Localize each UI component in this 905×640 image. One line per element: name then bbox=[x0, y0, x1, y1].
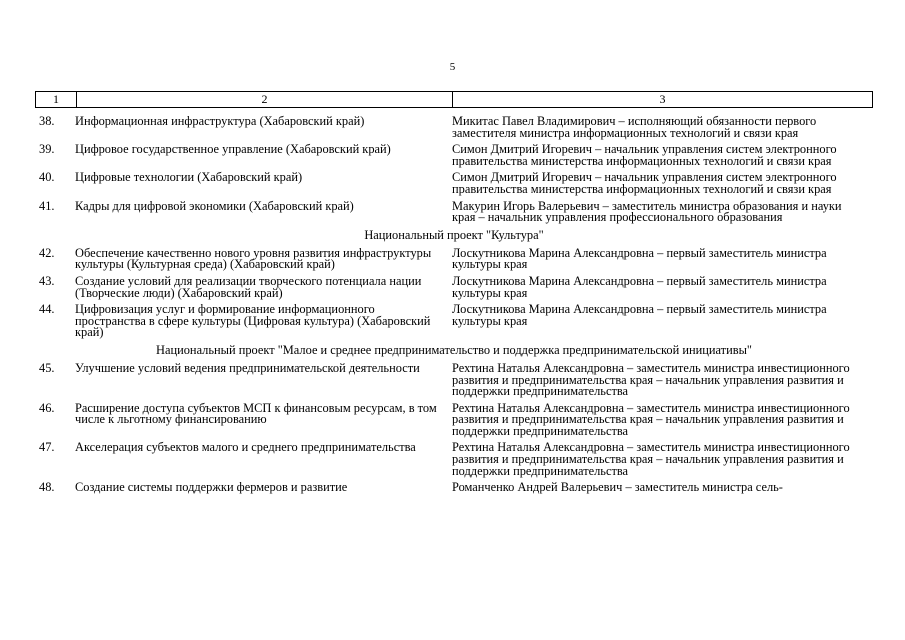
table-row bbox=[35, 442, 873, 477]
table-row bbox=[35, 482, 873, 494]
row-number: 46. bbox=[39, 400, 55, 415]
column-header-1: 1 bbox=[36, 92, 77, 108]
table-row bbox=[35, 360, 873, 399]
table-row bbox=[35, 245, 873, 272]
row-number: 41. bbox=[39, 198, 55, 213]
responsible-person: Симон Дмитрий Игоревич – начальник управления систем электронного правительства министерства информационных технологий и связи края bbox=[452, 142, 837, 168]
row-number: 39. bbox=[39, 142, 55, 157]
project-name: Улучшение условий ведения предпринимательской деятельности bbox=[75, 360, 420, 375]
section-heading-culture: Национальный проект "Культура" bbox=[364, 227, 544, 242]
row-number: 48. bbox=[39, 480, 55, 495]
responsible-person: Рехтина Наталья Александровна – заместитель министра инвестиционного развития и предпринимательства края – начальник управления развития и поддержки предпринимательства bbox=[452, 400, 850, 438]
project-name: Цифровое государственное управление (Хабаровский край) bbox=[75, 142, 391, 157]
row-number: 38. bbox=[39, 114, 55, 128]
project-name: Создание системы поддержки фермеров и развитие bbox=[75, 480, 348, 495]
row-number: 44. bbox=[39, 302, 55, 317]
table-row bbox=[35, 144, 873, 167]
row-number: 47. bbox=[39, 440, 55, 455]
table-body bbox=[35, 116, 873, 499]
page-number: 5 bbox=[449, 61, 456, 73]
section-heading-business: Национальный проект "Малое и среднее предпринимательство и поддержка предпринимательской инициативы" bbox=[156, 342, 752, 357]
row-number: 42. bbox=[39, 245, 55, 260]
column-header-table bbox=[35, 91, 873, 108]
responsible-person: Симон Дмитрий Игоревич – начальник управления систем электронного правительства министерства информационных технологий и связи края bbox=[452, 170, 837, 196]
row-number: 45. bbox=[39, 360, 55, 375]
project-name: Цифровые технологии (Хабаровский край) bbox=[75, 170, 303, 185]
project-name: Кадры для цифровой экономики (Хабаровский край) bbox=[75, 198, 354, 213]
responsible-person: Микитас Павел Владимирович – исполняющий обязанности первого заместителя министра информационных технологий и связи края bbox=[452, 114, 817, 140]
row-number: 43. bbox=[39, 273, 55, 288]
project-name: Обеспечение качественно нового уровня развития инфраструктуры культуры (Культурная среда) (Хабаровский край) bbox=[75, 245, 432, 272]
responsible-person: Рехтина Наталья Александровна – заместитель министра инвестиционного развития и предпринимательства края – начальник управления развития и поддержки предпринимательства bbox=[452, 360, 850, 399]
responsible-person: Лоскутникова Марина Александровна – первый заместитель министра культуры края bbox=[452, 245, 827, 272]
project-name: Цифровизация услуг и формирование информационного пространства в сфере культуры (Цифровая культура) (Хабаровский край) bbox=[75, 302, 431, 340]
table-row bbox=[35, 400, 873, 438]
responsible-person: Романченко Андрей Валерьевич – заместитель министра сель- bbox=[452, 480, 783, 495]
table-row bbox=[35, 304, 873, 339]
column-header-3: 3 bbox=[453, 92, 873, 108]
table-row bbox=[35, 116, 873, 139]
responsible-person: Лоскутникова Марина Александровна – первый заместитель министра культуры края bbox=[452, 273, 827, 300]
column-header-row bbox=[36, 92, 873, 108]
responsible-person: Макурин Игорь Валерьевич – заместитель министра образования и науки края – начальник управления профессионального образования bbox=[452, 198, 842, 225]
table-row bbox=[35, 273, 873, 300]
responsible-person: Рехтина Наталья Александровна – заместитель министра инвестиционного развития и предпринимательства края – начальник управления развития и поддержки предпринимательства bbox=[452, 440, 850, 478]
project-name: Акселерация субъектов малого и среднего предпринимательства bbox=[75, 440, 416, 455]
project-name: Информационная инфраструктура (Хабаровский край) bbox=[75, 114, 365, 128]
column-header-2: 2 bbox=[77, 92, 453, 108]
table-row bbox=[35, 198, 873, 225]
table-row bbox=[35, 172, 873, 195]
project-name: Создание условий для реализации творческого потенциала нации (Творческие люди) (Хабаровский край) bbox=[75, 273, 422, 300]
responsible-person: Лоскутникова Марина Александровна – первый заместитель министра культуры края bbox=[452, 302, 827, 328]
row-number: 40. bbox=[39, 170, 55, 185]
project-name: Расширение доступа субъектов МСП к финансовым ресурсам, в том числе к льготному финансированию bbox=[75, 400, 437, 427]
